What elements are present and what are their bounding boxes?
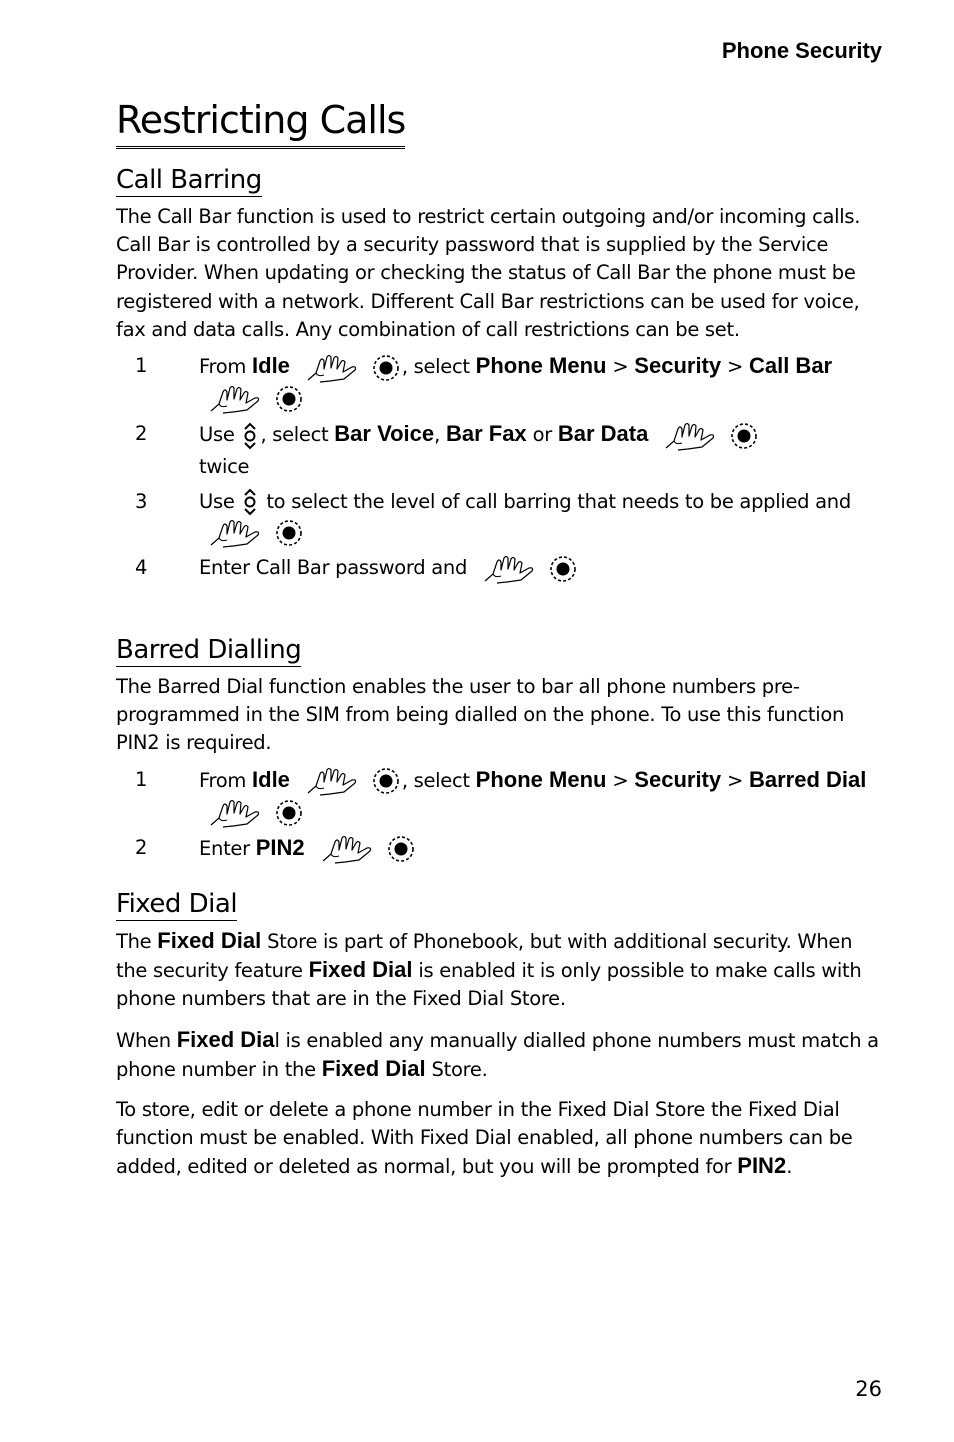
select-key-icon — [372, 767, 400, 795]
list-item: 1 From Idle , select Phone Menu > Security > Barred Dial — [116, 764, 882, 828]
fixed-dial-paragraph-3: To store, edit or delete a phone number in the Fixed Dial Store the Fixed Dial function must be enabled. With Fixed Dial enabled, all phone numbers can be added, edited or deleted as normal, but you will be prompted for PIN2. — [116, 1098, 853, 1179]
hand-icon — [664, 421, 720, 451]
select-key-icon — [387, 835, 415, 863]
fixed-dial-paragraph-1: The Fixed Dial Store is part of Phonebook, but with additional security. When the security feature Fixed Dial is enabled it is only possible to make calls with phone numbers that are in the Fixed Dial Store. — [116, 928, 862, 1011]
call-barring-steps — [116, 350, 882, 584]
select-key-icon — [372, 354, 400, 382]
hand-icon — [209, 518, 265, 548]
section-fixed-dial — [116, 888, 882, 1182]
nav-key-icon — [242, 422, 258, 450]
hand-icon — [209, 384, 265, 414]
list-item: 2 Enter PIN2 — [116, 832, 882, 865]
select-key-icon — [275, 385, 303, 413]
list-item: 1 From Idle , select Phone Menu > Security > Call Bar — [116, 350, 882, 414]
nav-key-icon — [242, 488, 258, 516]
running-head: Phone Security — [721, 38, 882, 63]
select-key-icon — [549, 555, 577, 583]
hand-icon — [321, 834, 377, 864]
hand-icon — [306, 766, 362, 796]
select-key-icon — [275, 519, 303, 547]
list-item: 2 Use , select Bar Voice, Bar Fax or Bar Data twice — [116, 418, 882, 482]
barred-dialling-paragraph: The Barred Dial function enables the user to bar all phone numbers pre-programmed in the SIM from being dialled on the phone. To use this function PIN2 is required. — [116, 675, 845, 755]
barred-dialling-steps — [116, 764, 882, 865]
fixed-dial-paragraph-2: When Fixed Dial is enabled any manually dialled phone numbers must match a phone number in the Fixed Dial Store. — [116, 1026, 879, 1081]
page-title: Restricting Calls — [116, 96, 405, 149]
heading-call-barring: Call Barring — [116, 165, 262, 195]
list-item: 3 Use to select the level of call barring that needs to be applied and — [116, 486, 882, 549]
hand-icon — [306, 353, 362, 383]
select-key-icon — [730, 422, 758, 450]
list-item: 4 Enter Call Bar password and — [116, 552, 882, 584]
section-call-barring — [116, 164, 882, 588]
section-barred-dialling — [116, 634, 882, 868]
hand-icon — [483, 554, 539, 584]
call-barring-paragraph: The Call Bar function is used to restrict certain outgoing and/or incoming calls. Call Bar is controlled by a security password that is supplied by the Service Provider. When updating or checking the status of Call Bar the phone must be registered with a network. Different Call Bar restrictions can be used for voice, fax and data calls. Any combination of call restrictions can be set. — [116, 205, 861, 341]
hand-icon — [209, 798, 265, 828]
heading-fixed-dial: Fixed Dial — [116, 889, 238, 919]
heading-barred-dialling: Barred Dialling — [116, 635, 302, 665]
page-number: 26 — [855, 1377, 882, 1401]
select-key-icon — [275, 799, 303, 827]
